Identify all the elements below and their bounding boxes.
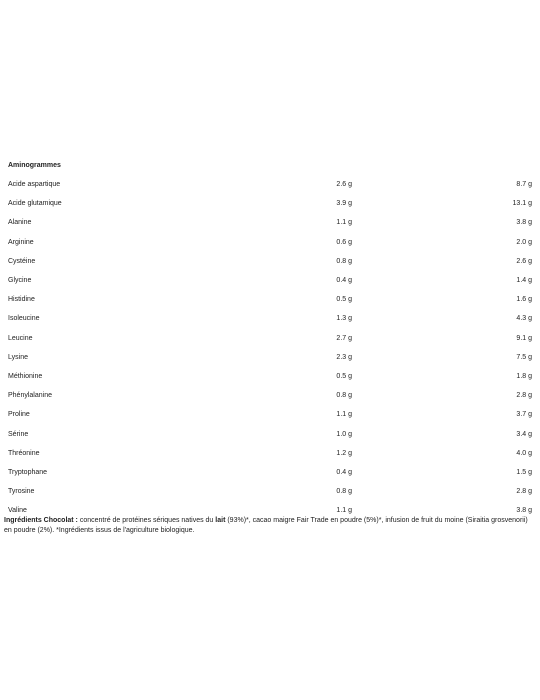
amount-per-100g: 1.5 g [516,469,532,476]
ingredients-label: Ingrédients Chocolat : [4,517,78,524]
amount-per-serving: 3.9 g [336,200,352,208]
amino-acid-name: Cystéine [8,257,36,265]
amount-per-100g: 1.8 g [516,373,532,380]
amount-per-100g: 13.1 g [512,200,532,208]
amino-acid-name: Glycine [8,277,32,284]
amount-per-serving: 1.3 g [336,315,352,323]
amount-per-100g: 4.3 g [516,315,532,323]
amount-per-serving: 0.4 g [336,469,352,476]
table-row [0,197,540,211]
amount-per-serving: 0.4 g [336,277,352,284]
amount-per-serving: 0.8 g [336,257,352,265]
amount-per-serving: 1.2 g [336,449,352,457]
amount-per-100g: 2.8 g [516,392,532,400]
amount-per-serving: 1.1 g [336,411,352,419]
table-row [0,178,540,192]
table-row [0,274,540,288]
amino-acid-name: Thréonine [8,449,40,457]
amount-per-100g: 3.8 g [516,507,532,515]
amino-acid-name: Lysine [8,353,28,361]
amount-per-serving: 0.5 g [336,296,352,304]
table-row [0,428,540,442]
amino-acid-name: Alanine [8,219,32,227]
amount-per-100g: 3.7 g [516,411,532,419]
ingredients-allergen: lait [215,517,226,524]
amount-per-serving: 0.6 g [336,238,352,246]
amount-per-serving: 0.8 g [336,392,352,400]
amount-per-100g: 8.7 g [516,181,532,188]
table-row [0,216,540,230]
amount-per-100g: 2.8 g [516,488,532,496]
ingredients-text-1: concentré de protéines sériques natives du [77,517,216,524]
ingredients-text-2: (93%)*, cacao maigre Fair Trade en poudre (5%)*, infusion de fruit du moine (Siraitia grosvenorii) en poudre (2%). *Ingrédients issus de l'agriculture biologique. [4,517,528,534]
amount-per-serving: 0.5 g [336,373,352,380]
amino-acid-name: Leucine [8,334,33,342]
amount-per-100g: 7.5 g [516,353,532,361]
table-row [0,485,540,499]
table-row [0,466,540,480]
amino-acid-name: Tyrosine [8,488,35,496]
ingredients-paragraph [4,516,534,536]
table-row [0,351,540,365]
amount-per-serving: 1.1 g [336,507,352,515]
amount-per-100g: 9.1 g [516,334,532,342]
amount-per-100g: 3.8 g [516,219,532,227]
amino-acid-name: Méthionine [8,373,43,380]
amount-per-100g: 4.0 g [516,449,532,457]
amount-per-100g: 1.4 g [516,277,532,284]
table-heading: Aminogrammes [8,162,61,169]
amino-acid-name: Proline [8,411,30,419]
table-row [0,370,540,384]
amount-per-serving: 2.7 g [336,334,352,342]
amino-acid-name: Acide aspartique [8,181,61,188]
amount-per-serving: 0.8 g [336,488,352,496]
amount-per-serving: 1.1 g [336,219,352,227]
amino-acid-name: Isoleucine [8,315,40,323]
table-row [0,332,540,346]
amino-acid-name: Acide glutamique [8,200,62,208]
table-row [0,389,540,403]
amino-acid-name: Valine [8,507,27,515]
amino-acid-name: Tryptophane [8,469,48,476]
table-row [0,236,540,250]
amount-per-100g: 2.0 g [516,238,532,246]
table-row [0,447,540,461]
amount-per-serving: 1.0 g [336,430,352,438]
table-row [0,255,540,269]
amount-per-100g: 2.6 g [516,257,532,265]
table-row [0,408,540,422]
amount-per-100g: 1.6 g [516,296,532,304]
amount-per-serving: 2.3 g [336,353,352,361]
amino-acid-name: Histidine [8,296,35,304]
amount-per-serving: 2.6 g [336,181,352,188]
table-row [0,293,540,307]
amount-per-100g: 3.4 g [516,430,532,438]
table-row [0,312,540,326]
amino-acid-name: Phénylalanine [8,392,52,400]
amino-acid-name: Sérine [8,430,29,438]
amino-acid-name: Arginine [8,238,34,246]
